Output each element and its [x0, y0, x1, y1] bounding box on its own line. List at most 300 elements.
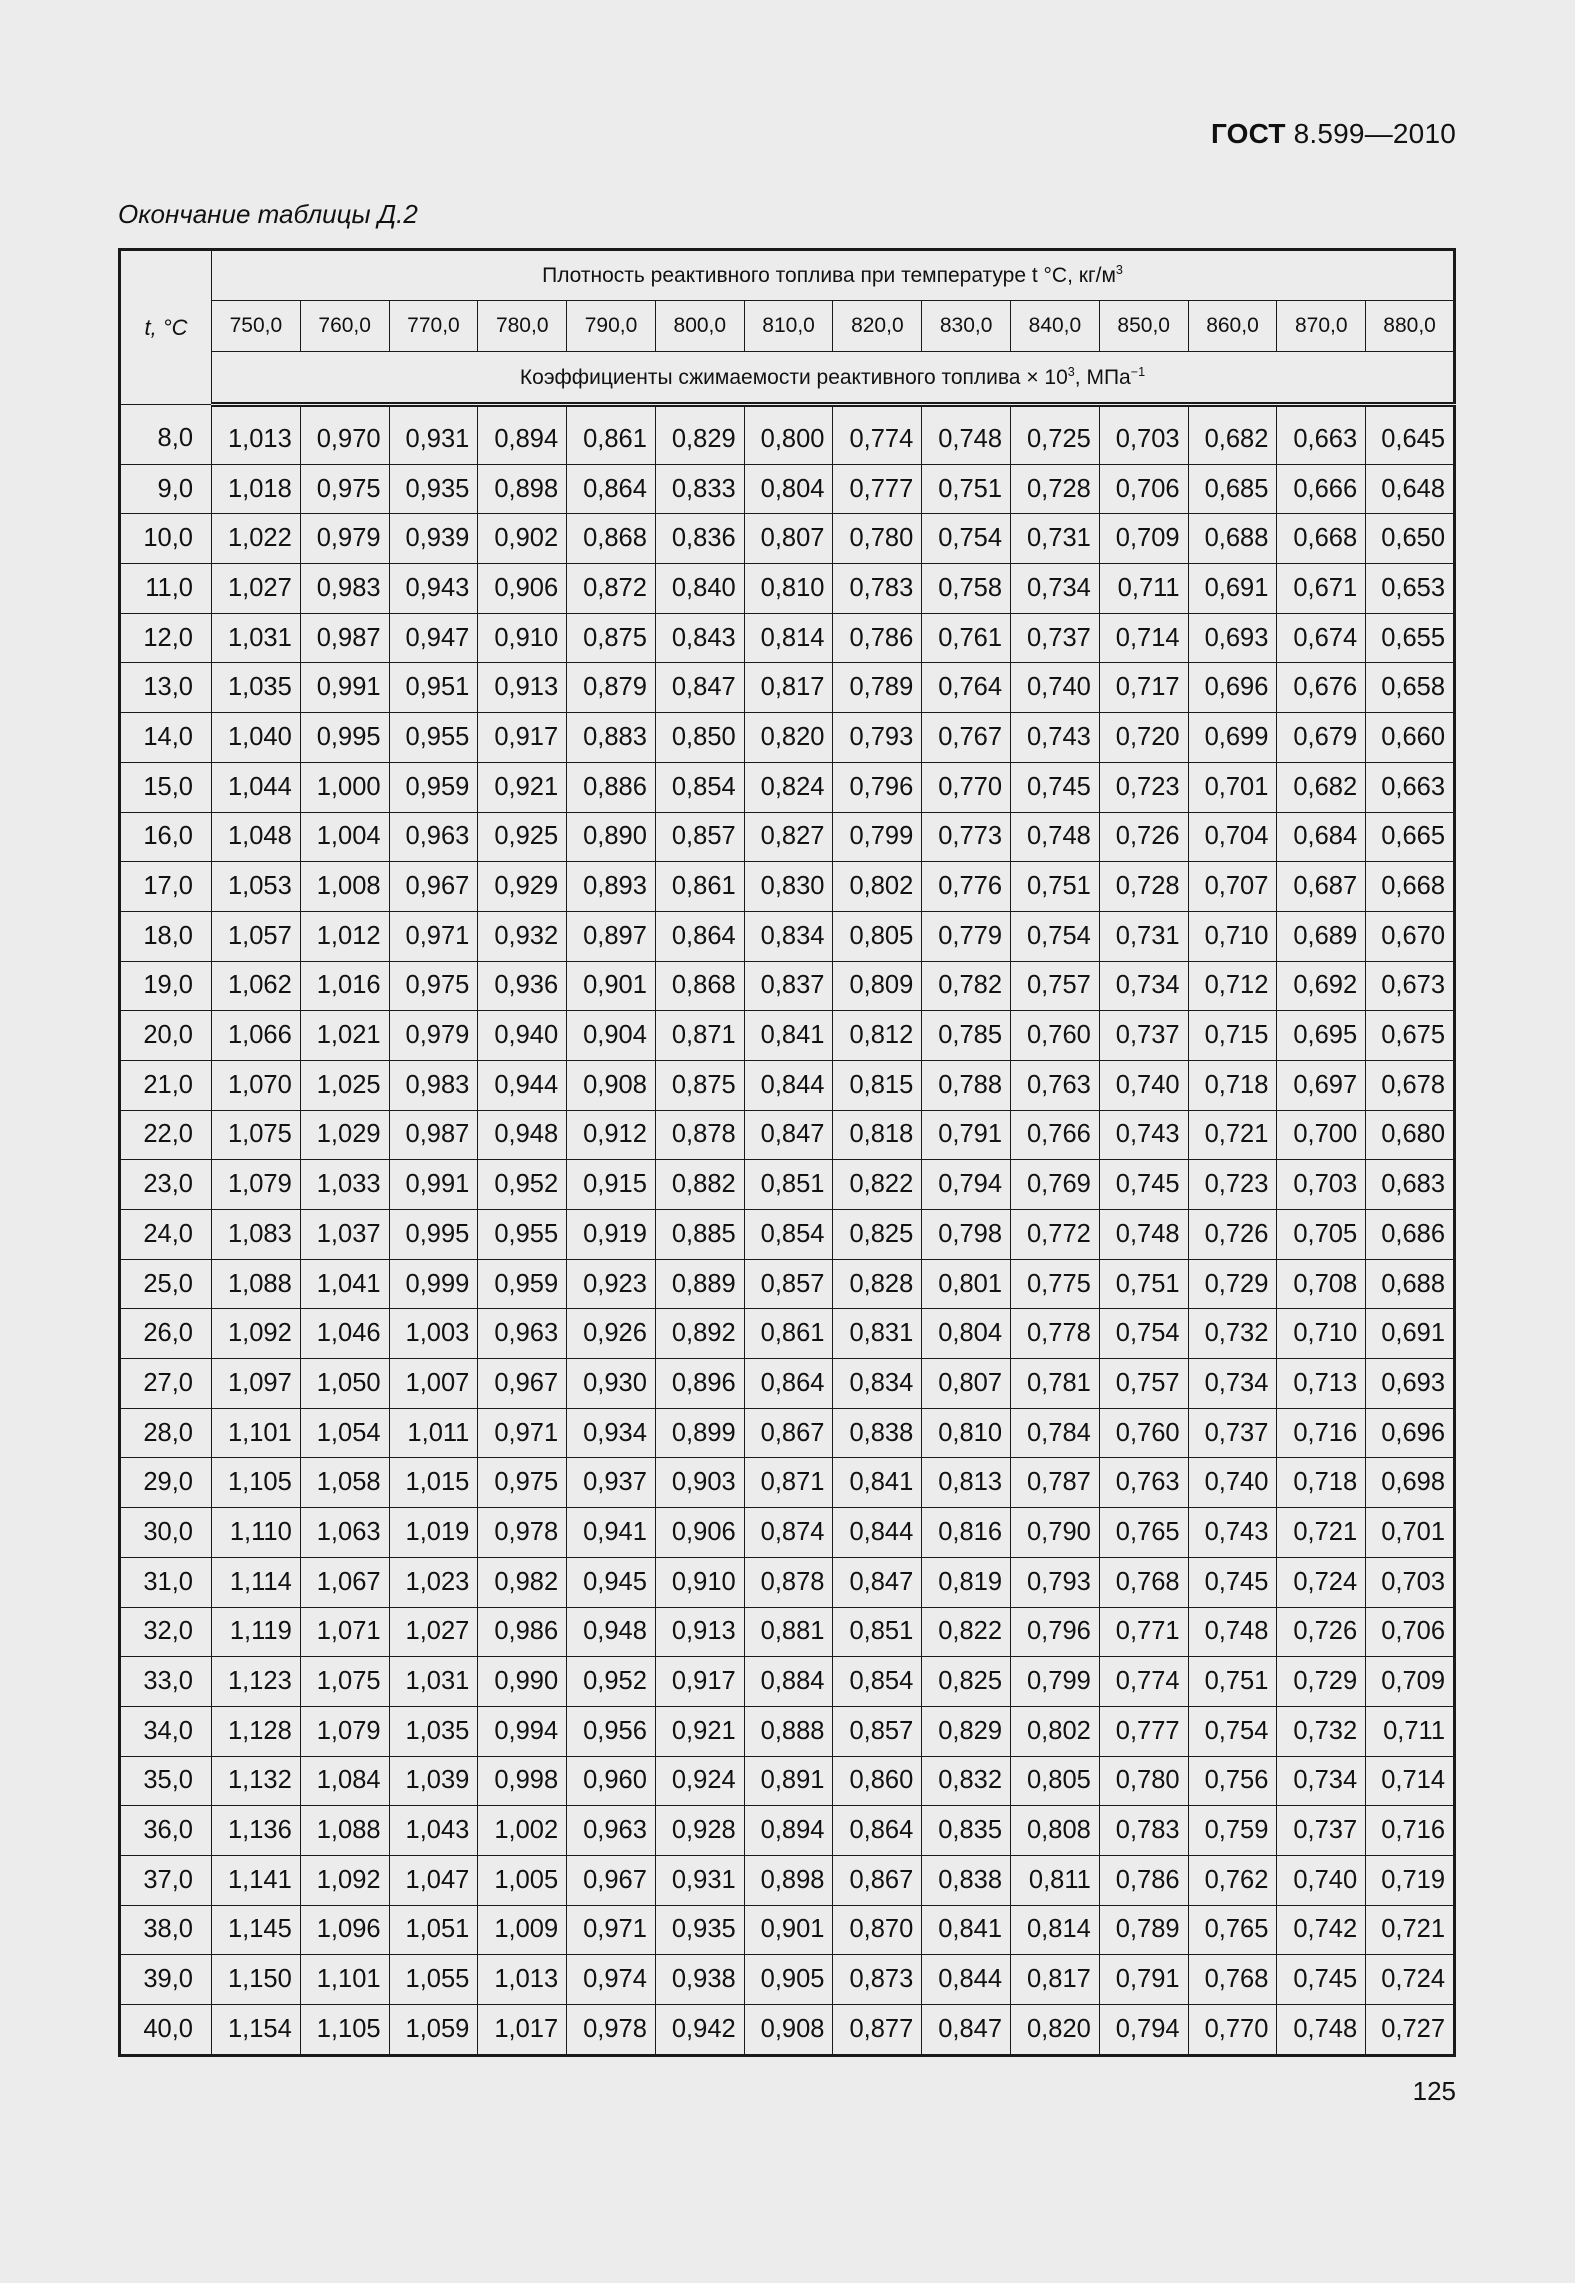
coefficient-cell: 0,831: [833, 1309, 922, 1359]
coefficient-cell: 0,978: [567, 2005, 656, 2056]
coefficient-cell: 1,145: [212, 1905, 301, 1955]
coefficient-cell: 0,804: [922, 1309, 1011, 1359]
temperature-header: t, °C: [120, 250, 212, 405]
coefficient-cell: 1,128: [212, 1706, 301, 1756]
temperature-cell: 32,0: [120, 1607, 212, 1657]
coefficient-cell: 0,748: [922, 405, 1011, 465]
coefficient-cell: 0,824: [744, 762, 833, 812]
coefficient-cell: 0,774: [833, 405, 922, 465]
coefficient-cell: 1,044: [212, 762, 301, 812]
coefficient-cell: 0,871: [655, 1011, 744, 1061]
table-row: [120, 564, 1455, 614]
coefficient-cell: 0,760: [1099, 1408, 1188, 1458]
page-number: 125: [1412, 2076, 1456, 2106]
coefficient-cell: 0,844: [744, 1060, 833, 1110]
coefficient-cell: 1,084: [300, 1756, 389, 1806]
density-column-header: 820,0: [833, 301, 922, 352]
coefficient-cell: 0,763: [1011, 1060, 1100, 1110]
coefficient-cell: 0,879: [567, 663, 656, 713]
coefficient-cell: 0,809: [833, 961, 922, 1011]
coefficient-cell: 1,023: [389, 1557, 478, 1607]
coefficient-cell: 0,884: [744, 1657, 833, 1707]
coefficient-cell: 0,770: [922, 762, 1011, 812]
coefficient-cell: 0,901: [567, 961, 656, 1011]
coefficient-cell: 1,092: [300, 1855, 389, 1905]
coefficient-cell: 0,802: [1011, 1706, 1100, 1756]
table-row: [120, 663, 1455, 713]
coefficient-cell: 0,864: [655, 911, 744, 961]
standard-header: [1211, 118, 1456, 150]
temperature-cell: 23,0: [120, 1160, 212, 1210]
coefficient-cell: 0,686: [1366, 1210, 1455, 1260]
coefficient-cell: 1,123: [212, 1657, 301, 1707]
coefficient-cell: 1,031: [389, 1657, 478, 1707]
coefficient-cell: 0,692: [1277, 961, 1366, 1011]
coefficient-cell: 0,729: [1188, 1259, 1277, 1309]
coefficient-cell: 0,948: [478, 1110, 567, 1160]
coefficient-cell: 0,857: [655, 812, 744, 862]
coefficient-cell: 0,793: [1011, 1557, 1100, 1607]
table-row: [120, 1806, 1455, 1856]
coefficient-cell: 0,675: [1366, 1011, 1455, 1061]
coefficient-cell: 1,136: [212, 1806, 301, 1856]
coefficient-cell: 0,861: [744, 1309, 833, 1359]
density-column-header: 870,0: [1277, 301, 1366, 352]
coefficient-cell: 0,898: [744, 1855, 833, 1905]
coefficient-cell: 0,931: [389, 405, 478, 465]
coefficient-cell: 0,952: [478, 1160, 567, 1210]
coefficient-cell: 0,857: [744, 1259, 833, 1309]
coefficient-cell: 0,696: [1188, 663, 1277, 713]
coefficient-cell: 0,947: [389, 613, 478, 663]
coefficient-cell: 1,033: [300, 1160, 389, 1210]
coefficient-cell: 0,838: [833, 1408, 922, 1458]
coefficient-cell: 0,674: [1277, 613, 1366, 663]
temperature-cell: 16,0: [120, 812, 212, 862]
coefficient-cell: 0,680: [1366, 1110, 1455, 1160]
coefficient-cell: 0,707: [1188, 862, 1277, 912]
coefficient-cell: 0,789: [833, 663, 922, 713]
temperature-cell: 38,0: [120, 1905, 212, 1955]
coefficient-cell: 0,841: [922, 1905, 1011, 1955]
coefficient-cell: 0,812: [833, 1011, 922, 1061]
coefficient-cell: 0,892: [655, 1309, 744, 1359]
coefficient-cell: 0,990: [478, 1657, 567, 1707]
coefficient-cell: 0,847: [744, 1110, 833, 1160]
coefficient-cell: 1,004: [300, 812, 389, 862]
table-row: [120, 1210, 1455, 1260]
coefficient-cell: 0,873: [833, 1955, 922, 2005]
coefficient-cell: 0,670: [1366, 911, 1455, 961]
coefficient-cell: 1,025: [300, 1060, 389, 1110]
coefficient-cell: 1,015: [389, 1458, 478, 1508]
coefficient-cell: 0,748: [1277, 2005, 1366, 2056]
coefficient-cell: 0,742: [1277, 1905, 1366, 1955]
coefficient-cell: 0,782: [922, 961, 1011, 1011]
coefficient-cell: 0,864: [744, 1359, 833, 1409]
coefficient-cell: 0,960: [567, 1756, 656, 1806]
coefficient-cell: 1,101: [212, 1408, 301, 1458]
coefficient-cell: 0,788: [922, 1060, 1011, 1110]
coefficient-cell: 0,810: [922, 1408, 1011, 1458]
coefficient-cell: 0,967: [389, 862, 478, 912]
coefficient-cell: 0,764: [922, 663, 1011, 713]
table-row: [120, 1756, 1455, 1806]
coefficient-cell: 0,715: [1188, 1011, 1277, 1061]
temperature-cell: 28,0: [120, 1408, 212, 1458]
coefficient-cell: 1,021: [300, 1011, 389, 1061]
coefficient-cell: 0,704: [1188, 812, 1277, 862]
table-row: [120, 1060, 1455, 1110]
coefficient-cell: 0,898: [478, 464, 567, 514]
coefficient-cell: 1,009: [478, 1905, 567, 1955]
coefficient-cell: 0,745: [1188, 1557, 1277, 1607]
coefficient-cell: 0,757: [1099, 1359, 1188, 1409]
coefficient-cell: 0,727: [1366, 2005, 1455, 2056]
coefficient-cell: 0,875: [567, 613, 656, 663]
coefficient-cell: 0,770: [1188, 2005, 1277, 2056]
coefficient-cell: 0,701: [1188, 762, 1277, 812]
density-column-header: 810,0: [744, 301, 833, 352]
table-row: [120, 1458, 1455, 1508]
coefficient-cell: 0,796: [1011, 1607, 1100, 1657]
coefficient-cell: 0,772: [1011, 1210, 1100, 1260]
coefficient-cell: 1,019: [389, 1508, 478, 1558]
coefficient-cell: 0,790: [1011, 1508, 1100, 1558]
density-header: Плотность реактивного топлива при температуре t °C, $кг/м^3$: [212, 250, 1455, 301]
coefficient-cell: 1,027: [212, 564, 301, 614]
coefficient-cell: 0,951: [389, 663, 478, 713]
coefficient-cell: 0,743: [1099, 1110, 1188, 1160]
coefficient-cell: 1,005: [478, 1855, 567, 1905]
coefficient-cell: 0,913: [478, 663, 567, 713]
coefficient-cell: 0,944: [478, 1060, 567, 1110]
coefficient-cell: 0,734: [1011, 564, 1100, 614]
coefficient-cell: 0,834: [833, 1359, 922, 1409]
table-row: [120, 1259, 1455, 1309]
temperature-cell: 21,0: [120, 1060, 212, 1110]
coefficient-cell: 0,843: [655, 613, 744, 663]
coefficient-cell: 0,827: [744, 812, 833, 862]
coefficient-cell: 0,768: [1099, 1557, 1188, 1607]
coefficient-cell: 0,695: [1277, 1011, 1366, 1061]
coefficient-cell: 1,150: [212, 1955, 301, 2005]
coefficient-cell: 1,016: [300, 961, 389, 1011]
coefficient-cell: 1,132: [212, 1756, 301, 1806]
coefficient-cell: 0,783: [1099, 1806, 1188, 1856]
coefficient-cell: 0,697: [1277, 1060, 1366, 1110]
coefficient-cell: 0,684: [1277, 812, 1366, 862]
coefficient-cell: 0,771: [1099, 1607, 1188, 1657]
coefficient-cell: 0,955: [389, 713, 478, 763]
coefficient-cell: 0,897: [567, 911, 656, 961]
coefficient-cell: 1,000: [300, 762, 389, 812]
coefficient-cell: 0,923: [567, 1259, 656, 1309]
temperature-cell: 19,0: [120, 961, 212, 1011]
coefficient-cell: 0,740: [1188, 1458, 1277, 1508]
coefficient-cell: 1,119: [212, 1607, 301, 1657]
coefficient-cell: 0,655: [1366, 613, 1455, 663]
density-column-header: 780,0: [478, 301, 567, 352]
temperature-cell: 11,0: [120, 564, 212, 614]
coefficient-cell: 0,861: [655, 862, 744, 912]
coefficient-cell: 0,721: [1277, 1508, 1366, 1558]
coefficient-cell: 0,714: [1099, 613, 1188, 663]
coefficient-cell: 0,682: [1188, 405, 1277, 465]
temperature-cell: 14,0: [120, 713, 212, 763]
coefficient-cell: 0,825: [833, 1210, 922, 1260]
coefficient-cell: 1,114: [212, 1557, 301, 1607]
table-row: [120, 1557, 1455, 1607]
temperature-cell: 39,0: [120, 1955, 212, 2005]
coefficient-cell: 1,008: [300, 862, 389, 912]
coefficient-cell: 0,716: [1277, 1408, 1366, 1458]
coefficient-cell: 0,901: [744, 1905, 833, 1955]
coefficient-cell: 0,758: [922, 564, 1011, 614]
coefficient-cell: 1,063: [300, 1508, 389, 1558]
standard-number: 8.599—2010: [1293, 118, 1456, 149]
coefficient-cell: 0,785: [922, 1011, 1011, 1061]
coefficient-cell: 0,888: [744, 1706, 833, 1756]
coefficient-cell: 0,791: [922, 1110, 1011, 1160]
coefficient-cell: 0,671: [1277, 564, 1366, 614]
coefficient-cell: 0,881: [744, 1607, 833, 1657]
coefficient-cell: 1,059: [389, 2005, 478, 2056]
coefficient-cell: 0,816: [922, 1508, 1011, 1558]
table-row: [120, 1607, 1455, 1657]
coefficient-cell: 0,748: [1188, 1607, 1277, 1657]
coefficient-cell: 0,963: [567, 1806, 656, 1856]
temperature-cell: 24,0: [120, 1210, 212, 1260]
coefficient-cell: 0,724: [1277, 1557, 1366, 1607]
coefficient-cell: 1,110: [212, 1508, 301, 1558]
coefficient-cell: 0,663: [1366, 762, 1455, 812]
temperature-cell: 18,0: [120, 911, 212, 961]
coefficient-cell: 0,775: [1011, 1259, 1100, 1309]
coefficient-cell: 0,807: [744, 514, 833, 564]
coefficient-cell: 0,994: [478, 1706, 567, 1756]
coefficient-cell: 0,734: [1188, 1359, 1277, 1409]
coefficient-cell: 0,835: [922, 1806, 1011, 1856]
coefficient-cell: 0,942: [655, 2005, 744, 2056]
coefficient-cell: 0,699: [1188, 713, 1277, 763]
coefficient-cell: 0,995: [300, 713, 389, 763]
coefficient-cell: 1,105: [212, 1458, 301, 1508]
coefficient-cell: 1,029: [300, 1110, 389, 1160]
coefficient-cell: 0,986: [478, 1607, 567, 1657]
density-column-header: 840,0: [1011, 301, 1100, 352]
coefficient-header: Коэффициенты сжимаемости реактивного топлива × $10^3$, МПа$^{-1}$: [212, 352, 1455, 405]
coefficient-cell: 0,854: [833, 1657, 922, 1707]
coefficient-cell: 0,703: [1366, 1557, 1455, 1607]
coefficient-cell: 1,043: [389, 1806, 478, 1856]
density-column-header: 750,0: [212, 301, 301, 352]
coefficient-cell: 0,768: [1188, 1955, 1277, 2005]
coefficient-cell: 0,777: [1099, 1706, 1188, 1756]
coefficient-cell: 1,075: [300, 1657, 389, 1707]
table-row: [120, 1309, 1455, 1359]
coefficient-cell: 1,040: [212, 713, 301, 763]
coefficient-cell: 0,819: [922, 1557, 1011, 1607]
density-column-header: 800,0: [655, 301, 744, 352]
coefficient-cell: 1,057: [212, 911, 301, 961]
coefficient-cell: 0,721: [1366, 1905, 1455, 1955]
coefficient-cell: 0,688: [1366, 1259, 1455, 1309]
coefficient-cell: 0,908: [567, 1060, 656, 1110]
coefficient-cell: 0,705: [1277, 1210, 1366, 1260]
coefficient-cell: 0,952: [567, 1657, 656, 1707]
coefficient-cell: 0,904: [567, 1011, 656, 1061]
coefficient-cell: 0,861: [567, 405, 656, 465]
coefficient-cell: 0,701: [1366, 1508, 1455, 1558]
coefficient-cell: 0,867: [744, 1408, 833, 1458]
coefficient-cell: 0,712: [1188, 961, 1277, 1011]
coefficient-cell: 1,092: [212, 1309, 301, 1359]
coefficient-cell: 0,868: [655, 961, 744, 1011]
coefficient-cell: 0,959: [389, 762, 478, 812]
coefficient-cell: 0,791: [1099, 1955, 1188, 2005]
coefficient-cell: 0,761: [922, 613, 1011, 663]
temperature-cell: 33,0: [120, 1657, 212, 1707]
coefficient-cell: 0,919: [567, 1210, 656, 1260]
coefficient-cell: 0,815: [833, 1060, 922, 1110]
coefficient-cell: 0,706: [1099, 464, 1188, 514]
coefficient-cell: 0,959: [478, 1259, 567, 1309]
coefficient-cell: 0,756: [1188, 1756, 1277, 1806]
coefficient-cell: 1,054: [300, 1408, 389, 1458]
density-column-header: 760,0: [300, 301, 389, 352]
coefficient-cell: 0,811: [1011, 1855, 1100, 1905]
coefficient-cell: 0,718: [1188, 1060, 1277, 1110]
coefficient-cell: 1,101: [300, 1955, 389, 2005]
coefficient-cell: 0,777: [833, 464, 922, 514]
table-row: [120, 405, 1455, 465]
coefficient-cell: 0,745: [1277, 1955, 1366, 2005]
coefficient-cell: 0,653: [1366, 564, 1455, 614]
coefficient-cell: 0,891: [744, 1756, 833, 1806]
coefficient-cell: 0,829: [655, 405, 744, 465]
coefficient-cell: 0,731: [1099, 911, 1188, 961]
coefficient-cell: 0,798: [922, 1210, 1011, 1260]
coefficient-cell: 0,668: [1277, 514, 1366, 564]
coefficient-cell: 0,700: [1277, 1110, 1366, 1160]
coefficient-cell: 0,693: [1366, 1359, 1455, 1409]
coefficient-cell: 0,726: [1188, 1210, 1277, 1260]
coefficient-cell: 0,773: [922, 812, 1011, 862]
coefficient-cell: 0,864: [833, 1806, 922, 1856]
coefficient-cell: 1,048: [212, 812, 301, 862]
coefficient-cell: 0,890: [567, 812, 656, 862]
coefficient-cell: 0,906: [655, 1508, 744, 1558]
table-row: [120, 812, 1455, 862]
coefficient-cell: 0,883: [567, 713, 656, 763]
coefficient-cell: 0,910: [478, 613, 567, 663]
coefficient-cell: 0,786: [1099, 1855, 1188, 1905]
coefficient-cell: 0,945: [567, 1557, 656, 1607]
coefficient-cell: 1,017: [478, 2005, 567, 2056]
coefficient-cell: 1,007: [389, 1359, 478, 1409]
coefficient-cell: 0,728: [1099, 862, 1188, 912]
coefficient-cell: 0,925: [478, 812, 567, 862]
coefficient-cell: 1,011: [389, 1408, 478, 1458]
coefficient-cell: 0,991: [300, 663, 389, 713]
coefficient-cell: 0,710: [1277, 1309, 1366, 1359]
coefficient-cell: 0,740: [1011, 663, 1100, 713]
temperature-cell: 36,0: [120, 1806, 212, 1856]
table-row: [120, 1855, 1455, 1905]
coefficient-cell: 0,696: [1366, 1408, 1455, 1458]
coefficient-cell: 0,807: [922, 1359, 1011, 1409]
coefficient-cell: 0,725: [1011, 405, 1100, 465]
coefficient-cell: 0,745: [1099, 1160, 1188, 1210]
coefficient-cell: 0,871: [744, 1458, 833, 1508]
coefficient-cell: 0,928: [655, 1806, 744, 1856]
coefficient-cell: 0,665: [1366, 812, 1455, 862]
coefficient-cell: 0,778: [1011, 1309, 1100, 1359]
coefficient-cell: 0,780: [1099, 1756, 1188, 1806]
coefficient-cell: 0,718: [1277, 1458, 1366, 1508]
coefficient-cell: 0,731: [1011, 514, 1100, 564]
coefficient-cell: 0,934: [567, 1408, 656, 1458]
coefficient-cell: 0,691: [1188, 564, 1277, 614]
coefficient-cell: 0,830: [744, 862, 833, 912]
coefficient-cell: 0,970: [300, 405, 389, 465]
coefficient-cell: 0,706: [1366, 1607, 1455, 1657]
coefficient-cell: 0,678: [1366, 1060, 1455, 1110]
table-row: [120, 713, 1455, 763]
coefficient-cell: 0,917: [478, 713, 567, 763]
coefficient-cell: 0,726: [1099, 812, 1188, 862]
coefficient-cell: 0,963: [389, 812, 478, 862]
coefficient-cell: 0,711: [1366, 1706, 1455, 1756]
coefficient-cell: 0,885: [655, 1210, 744, 1260]
coefficient-cell: 0,698: [1366, 1458, 1455, 1508]
coefficient-cell: 0,967: [567, 1855, 656, 1905]
temperature-cell: 13,0: [120, 663, 212, 713]
temperature-cell: 30,0: [120, 1508, 212, 1558]
coefficient-cell: 0,854: [655, 762, 744, 812]
coefficient-cell: 0,851: [833, 1607, 922, 1657]
coefficient-cell: 0,930: [567, 1359, 656, 1409]
coefficient-cell: 0,878: [744, 1557, 833, 1607]
coefficient-cell: 0,847: [655, 663, 744, 713]
coefficient-cell: 0,921: [655, 1706, 744, 1756]
coefficient-cell: 0,817: [1011, 1955, 1100, 2005]
coefficient-cell: 0,688: [1188, 514, 1277, 564]
coefficient-cell: 0,820: [744, 713, 833, 763]
coefficient-cell: 0,719: [1366, 1855, 1455, 1905]
coefficient-cell: 0,999: [389, 1259, 478, 1309]
coefficient-cell: 0,832: [922, 1756, 1011, 1806]
coefficient-cell: 0,754: [1099, 1309, 1188, 1359]
standard-code: ГОСТ: [1210, 118, 1286, 149]
coefficient-cell: 0,963: [478, 1309, 567, 1359]
coefficient-cell: 0,737: [1099, 1011, 1188, 1061]
coefficient-cell: 0,776: [922, 862, 1011, 912]
coefficient-cell: 0,732: [1277, 1706, 1366, 1756]
coefficient-cell: 0,814: [744, 613, 833, 663]
table-row: [120, 1110, 1455, 1160]
coefficient-cell: 0,794: [1099, 2005, 1188, 2056]
coefficient-cell: 0,893: [567, 862, 656, 912]
density-column-header: 830,0: [922, 301, 1011, 352]
coefficient-cell: 0,983: [389, 1060, 478, 1110]
coefficient-cell: 0,748: [1099, 1210, 1188, 1260]
coefficient-cell: 0,867: [833, 1855, 922, 1905]
coefficient-cell: 0,838: [922, 1855, 1011, 1905]
table-row: [120, 1706, 1455, 1756]
coefficient-cell: 0,709: [1099, 514, 1188, 564]
